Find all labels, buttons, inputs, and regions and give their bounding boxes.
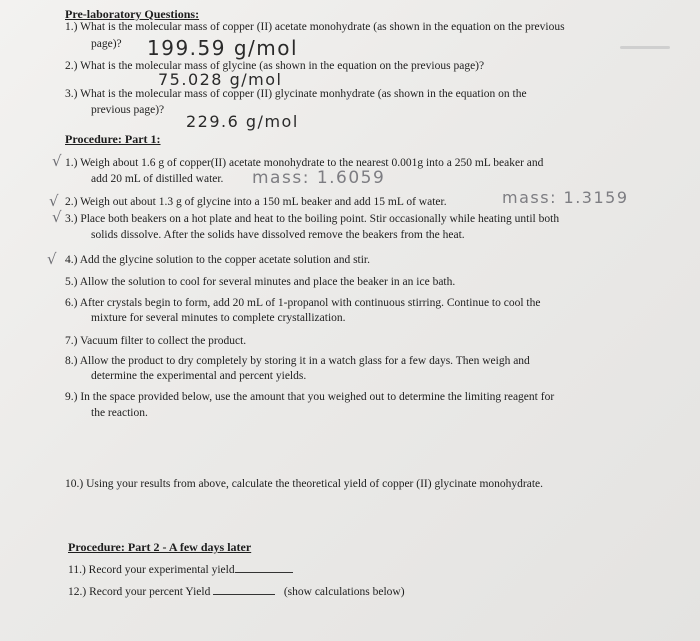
margin-mark — [620, 46, 670, 49]
step-12-note: (show calculations below) — [283, 586, 405, 598]
step-12-row — [68, 584, 405, 599]
part-1-heading: Procedure: Part 1: — [65, 132, 161, 146]
step-1-line-1: 1.) Weigh about 1.6 g of copper(II) acetate monohydrate to the nearest 0.001g into a 250 mL beaker and — [65, 157, 544, 169]
step-9-line-2: the reaction. — [91, 407, 148, 419]
step-8-line-1: 8.) Allow the product to dry completely by storing it in a watch glass for a few days. Then weigh and — [65, 355, 530, 367]
checkmark-step-2: √ — [49, 192, 59, 210]
step-11-row — [68, 562, 293, 577]
step-11-label: 11.) Record your experimental yield — [68, 564, 235, 576]
question-3-answer: 229.6 g/mol — [186, 112, 299, 131]
question-1-line-1: 1.) What is the molecular mass of copper (II) acetate monohydrate (as shown in the equation on the previous — [65, 21, 565, 33]
question-3-line-2: previous page)? — [91, 104, 165, 116]
step-2-line-1: 2.) Weigh out about 1.3 g of glycine into a 150 mL beaker and add 15 mL of water. — [65, 196, 447, 208]
step-2-mass-answer: mass: 1.3159 — [502, 188, 629, 207]
step-1-mass-answer: mass: 1.6059 — [252, 168, 386, 188]
step-3-line-2: solids dissolve. After the solids have dissolved remove the beakers from the heat. — [91, 229, 465, 241]
question-1-answer: 199.59 g/mol — [147, 36, 299, 60]
step-7-line-1: 7.) Vacuum filter to collect the product. — [65, 335, 247, 347]
percent-yield-blank — [213, 584, 275, 595]
part-2-heading: Procedure: Part 2 - A few days later — [68, 540, 252, 554]
pre-lab-heading: Pre-laboratory Questions: — [65, 7, 200, 21]
experimental-yield-blank — [235, 562, 293, 573]
checkmark-step-3: √ — [52, 208, 62, 226]
step-12-label: 12.) Record your percent Yield — [68, 586, 211, 598]
step-5-line-1: 5.) Allow the solution to cool for several minutes and place the beaker in an ice bath. — [65, 276, 456, 288]
question-2-answer: 75.028 g/mol — [158, 70, 283, 89]
checkmark-step-4: √ — [47, 250, 57, 268]
question-2-line-1: 2.) What is the molecular mass of glycine (as shown in the equation on the previous page)? — [65, 60, 485, 72]
step-9-line-1: 9.) In the space provided below, use the amount that you weighed out to determine the limiting reagent for — [65, 391, 555, 403]
question-3-line-1: 3.) What is the molecular mass of copper (II) glycinate monhydrate (as shown in the equation on the — [65, 88, 527, 100]
checkmark-step-1: √ — [52, 152, 62, 170]
step-3-line-1: 3.) Place both beakers on a hot plate and heat to the boiling point. Stir occasionally while heating until both — [65, 213, 560, 225]
step-10-line-1: 10.) Using your results from above, calculate the theoretical yield of copper (II) glycinate monohydrate. — [65, 478, 544, 490]
step-6-line-1: 6.) After crystals begin to form, add 20 mL of 1-propanol with continuous stirring. Continue to cool the — [65, 297, 541, 309]
step-6-line-2: mixture for several minutes to complete crystallization. — [91, 312, 346, 324]
step-4-line-1: 4.) Add the glycine solution to the copper acetate solution and stir. — [65, 254, 371, 266]
step-8-line-2: determine the experimental and percent yields. — [91, 370, 307, 382]
step-1-line-2: add 20 mL of distilled water. — [91, 173, 224, 185]
question-1-line-2: page)? — [91, 38, 122, 50]
